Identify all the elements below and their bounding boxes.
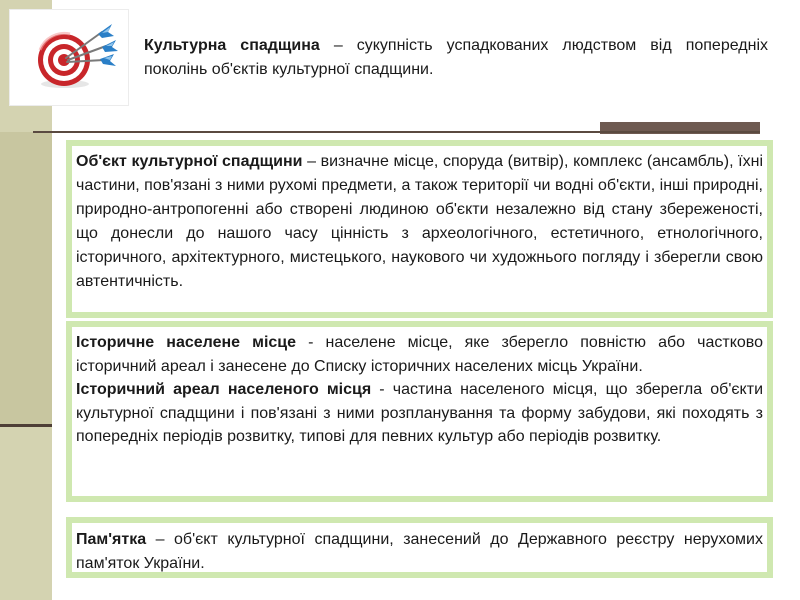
heritage-definition: [144, 34, 768, 82]
historic-place-term: Історичне населене місце: [76, 334, 297, 351]
object-definition: [76, 150, 763, 294]
monument-definition-inner: [72, 523, 767, 572]
historic-area-definition-text: - частина населеного місця, що зберегла об'єкти культурної спадщини і пов'язані з ними розпланування та форму забудови, які походять з попередніх періодів розвитку, типові для певних культур або періодів розвитку.: [76, 381, 764, 445]
left-bar-dark-segment: [0, 132, 52, 427]
object-definition-box: [66, 140, 773, 318]
heritage-term: Культурна спадщина: [144, 37, 320, 54]
monument-term: Пам'ятка: [76, 531, 147, 548]
monument-definition: [76, 528, 763, 576]
object-definition-text: – визначне місце, споруда (витвір), комплекс (ансамбль), їхні частини, пов'язані з ними рухомі предмети, а також території чи водні об'єкти, інші природні, природно-антропогенні або створені людиною об'єкти незалежно від стану збереженості, що донесли до нашого часу цінність з археологічного, естетичного, етнологічного, історичного, архітектурного, мистецького, наукового чи художнього погляду і зберегли свою автентичність.: [76, 153, 763, 290]
historic-place-definition: [76, 331, 763, 449]
historic-place-definition-text: - населене місце, яке зберегло повністю або частково історичний ареал і занесене до Списку історичних населених місць України.: [76, 334, 764, 375]
icon-box: [10, 10, 128, 105]
historic-area-term: Історичний ареал населеного місця: [76, 381, 372, 398]
historic-place-inner: [72, 327, 767, 496]
heritage-definition-box: [136, 12, 776, 105]
target-with-darts-icon: [10, 10, 128, 105]
monument-definition-text: – об'єкт культурної спадщини, занесений до Державного реєстру нерухомих пам'яток України.: [76, 531, 763, 572]
historic-place-box: [66, 321, 773, 502]
object-definition-inner: [72, 146, 767, 312]
divider-line: [33, 131, 760, 133]
object-term: Об'єкт культурної спадщини: [76, 153, 303, 170]
heritage-definition-text: – сукупність успадкованих людством від попередніх поколінь об'єктів культурної спадщини.: [144, 37, 769, 78]
monument-definition-box: [66, 517, 773, 578]
